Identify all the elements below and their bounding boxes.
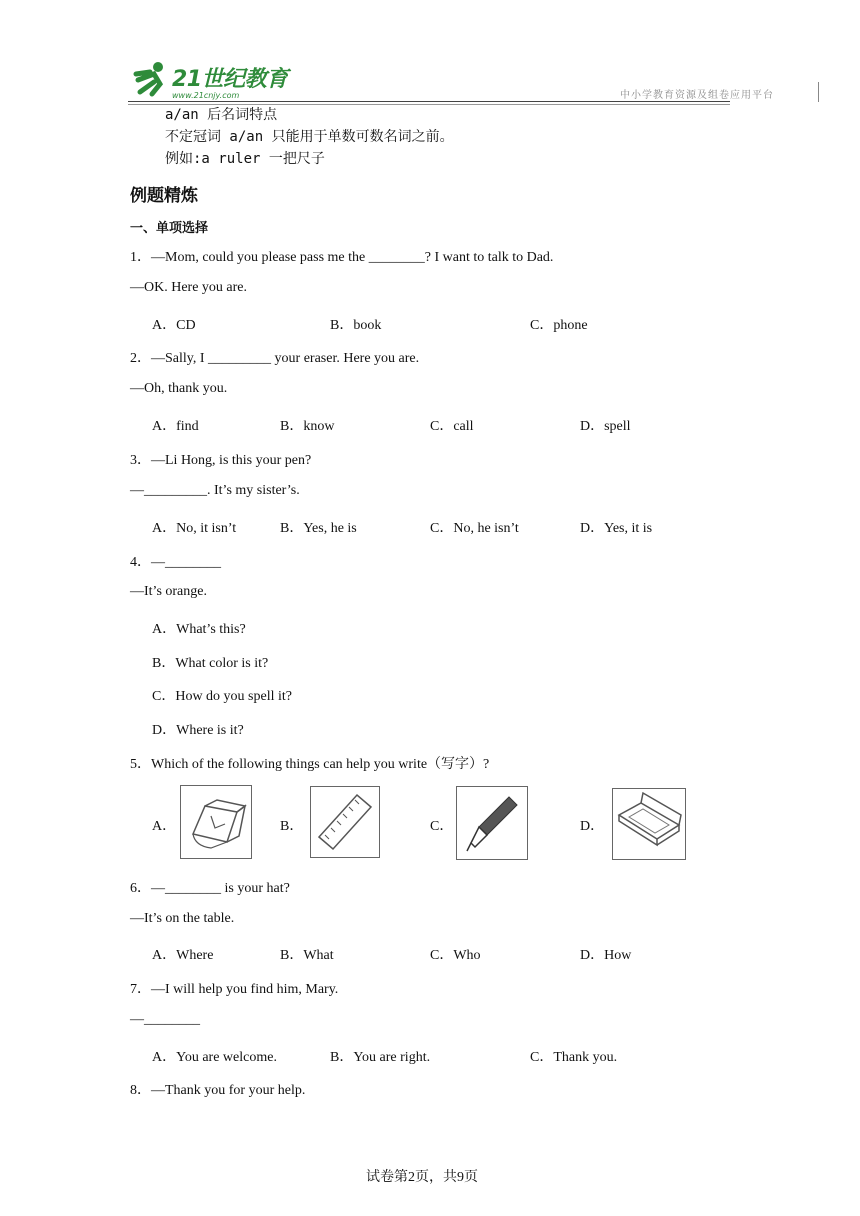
pencil-box-image[interactable] (612, 788, 686, 860)
question-6-option-a[interactable]: A．Where (152, 948, 214, 963)
question-7-option-c[interactable]: C．Thank you. (530, 1050, 618, 1065)
question-2-option-a[interactable]: A．find (152, 419, 199, 434)
question-1-option-b[interactable]: B．book (330, 318, 382, 333)
question-3-option-b[interactable]: B．Yes, he is (280, 521, 357, 536)
question-6-stem: 6．—________ is your hat? (130, 881, 290, 896)
question-3-option-d[interactable]: D．Yes, it is (580, 521, 653, 536)
question-7-option-a[interactable]: A．You are welcome. (152, 1050, 277, 1065)
question-1-option-c[interactable]: C．phone (530, 318, 588, 333)
header-divider (818, 82, 819, 102)
question-2-answer-line: —Oh, thank you. (130, 381, 228, 396)
section-title: 例题精炼 (130, 186, 198, 206)
question-2-option-c[interactable]: C．call (430, 419, 474, 434)
pen-image[interactable] (456, 786, 528, 860)
question-3-answer-line: —_________. It’s my sister’s. (130, 483, 300, 498)
question-5-option-c[interactable]: C． (430, 819, 454, 834)
question-6-option-d[interactable]: D．How (580, 948, 632, 963)
question-6-answer-line: —It’s on the table. (130, 911, 235, 926)
question-5-stem: 5．Which of the following things can help you write（写字）? (130, 757, 490, 772)
eraser-image[interactable] (180, 785, 252, 859)
pencil-box-icon (613, 789, 685, 859)
intro-line-2: 不定冠词 a/an 只能用于单数可数名词之前。 (165, 129, 454, 145)
pen-icon (457, 787, 527, 859)
logo-text: 21世纪教育 (172, 67, 288, 92)
question-8-stem: 8．—Thank you for your help. (130, 1083, 306, 1098)
question-7-option-b[interactable]: B．You are right. (330, 1050, 431, 1065)
question-3-option-a[interactable]: A．No, it isn’t (152, 521, 237, 536)
question-2-stem: 2．—Sally, I _________ your eraser. Here you are. (130, 351, 420, 366)
ruler-image[interactable] (310, 786, 380, 858)
question-1-answer-line: —OK. Here you are. (130, 280, 248, 295)
platform-name: 中小学教育资源及组卷应用平台 (620, 90, 774, 101)
page-footer: 试卷第2页，共9页 (366, 1170, 478, 1185)
question-1-option-a[interactable]: A．CD (152, 318, 196, 333)
question-4-option-a[interactable]: A．What’s this? (152, 622, 246, 637)
intro-line-1: a/an 后名词特点 (165, 107, 278, 123)
question-5-option-a[interactable]: A． (152, 819, 177, 834)
runner-logo-icon (128, 58, 172, 102)
question-4-option-d[interactable]: D．Where is it? (152, 723, 244, 738)
question-4-option-b[interactable]: B．What color is it? (152, 656, 269, 671)
eraser-icon (181, 786, 251, 858)
question-7-answer-line: —________ (130, 1012, 200, 1027)
question-1-stem: 1．—Mom, could you please pass me the ________? I want to talk to Dad. (130, 250, 554, 265)
question-2-option-d[interactable]: D．spell (580, 419, 631, 434)
question-3-option-c[interactable]: C．No, he isn’t (430, 521, 519, 536)
question-7-stem: 7．—I will help you find him, Mary. (130, 982, 339, 997)
intro-line-3: 例如:a ruler 一把尺子 (165, 151, 325, 167)
question-5-option-b[interactable]: B． (280, 819, 304, 834)
question-4-stem: 4．—________ (130, 555, 221, 570)
subsection-title: 一、单项选择 (130, 221, 209, 236)
logo-url: www.21cnjy.com (172, 91, 240, 100)
question-6-option-b[interactable]: B．What (280, 948, 334, 963)
question-5-option-d[interactable]: D． (580, 819, 605, 834)
question-2-option-b[interactable]: B．know (280, 419, 335, 434)
question-4-option-c[interactable]: C．How do you spell it? (152, 689, 292, 704)
question-6-option-c[interactable]: C．Who (430, 948, 481, 963)
question-4-answer-line: —It’s orange. (130, 584, 207, 599)
ruler-icon (311, 787, 379, 857)
header-rule (128, 101, 730, 102)
question-3-stem: 3．—Li Hong, is this your pen? (130, 453, 312, 468)
